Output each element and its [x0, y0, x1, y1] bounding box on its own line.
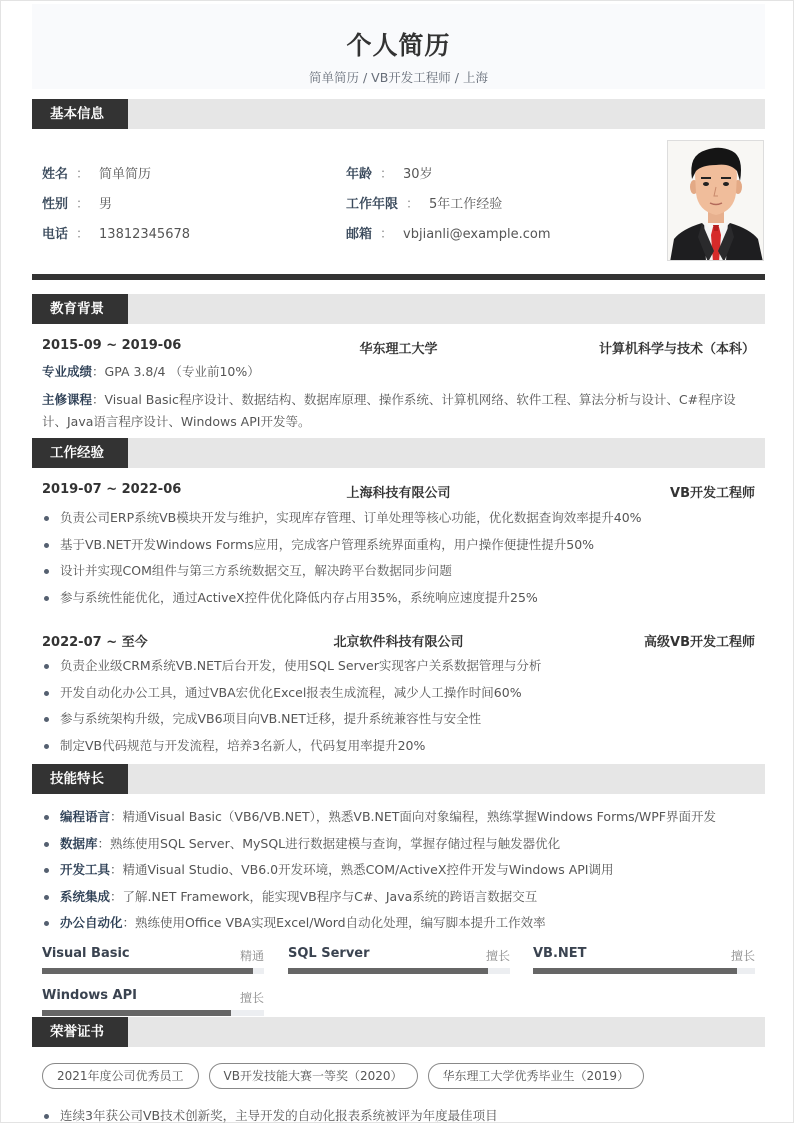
- list-item: 负责公司ERP系统VB模块开发与维护，实现库存管理、订单处理等核心功能，优化数据查询效率提升40%: [42, 509, 755, 536]
- education-school: 华东理工大学: [359, 342, 438, 357]
- section-divider: [32, 274, 765, 280]
- work-company: 北京软件科技有限公司: [333, 635, 464, 650]
- skill-name: VB.NET: [533, 946, 587, 961]
- work-period: 2022-07 ~ 至今: [42, 635, 148, 650]
- skill-track: [288, 968, 510, 974]
- skill-bar-windows-api: [42, 988, 264, 1020]
- info-age: 年龄 ： 30岁: [346, 167, 433, 182]
- gpa-label: 专业成绩: [42, 364, 93, 379]
- skill-bar-sql-server: [288, 946, 510, 978]
- skill-bar-vbnet: [533, 946, 755, 978]
- skill-fill: [533, 968, 737, 974]
- info-value: 简单简历: [99, 167, 152, 182]
- skill-name: SQL Server: [288, 946, 370, 961]
- section-title: 荣誉证书: [32, 1017, 128, 1047]
- info-label: 邮箱: [346, 227, 373, 242]
- skill-track: [533, 968, 755, 974]
- info-gender: 性别 ： 男: [42, 197, 113, 212]
- section-title: 技能特长: [32, 764, 128, 794]
- skill-level: 擅长: [239, 991, 264, 1005]
- education-major: 计算机科学与技术（本科）: [598, 342, 755, 357]
- work-row-1: [42, 482, 755, 500]
- education-courses: [42, 389, 755, 433]
- info-value: vbjianli@example.com: [403, 227, 551, 242]
- work-bullets-2: [42, 657, 755, 763]
- info-years: 工作年限 ： 5年工作经验: [346, 197, 503, 212]
- section-title: 教育背景: [32, 294, 128, 324]
- work-row-2: [42, 631, 755, 649]
- section-header-honors: [32, 1017, 765, 1047]
- section-title: 基本信息: [32, 99, 128, 129]
- skill-level: 擅长: [485, 949, 510, 963]
- honor-tag: 2021年度公司优秀员工: [42, 1063, 199, 1089]
- work-period: 2019-07 ~ 2022-06: [42, 482, 182, 497]
- skill-name: Visual Basic: [42, 946, 130, 961]
- skill-track: [42, 1010, 264, 1016]
- info-value: 30岁: [403, 167, 433, 182]
- resume-header: [32, 4, 765, 89]
- honor-bullets: [42, 1107, 755, 1123]
- skill-level: 擅长: [730, 949, 755, 963]
- courses-value: ：Visual Basic程序设计、数据结构、数据库原理、操作系统、计算机网络、软件工程、算法分析与设计、C#程序设计、Java语言程序设计、Windows API开发等。: [42, 392, 736, 429]
- info-value: 5年工作经验: [429, 197, 503, 212]
- list-item: 开发自动化办公工具，通过VBA宏优化Excel报表生成流程，减少人工操作时间60%: [42, 684, 755, 711]
- list-item: 基于VB.NET开发Windows Forms应用，完成客户管理系统界面重构，用户操作便捷性提升50%: [42, 536, 755, 563]
- info-label: 电话: [42, 227, 69, 242]
- list-item: 参与系统性能优化，通过ActiveX控件优化降低内存占用35%，系统响应速度提升25%: [42, 589, 755, 616]
- page-subtitle: 简单简历 / VB开发工程师 / 上海: [309, 70, 488, 85]
- skill-level: 精通: [239, 949, 264, 963]
- education-gpa: [42, 361, 755, 383]
- info-value: 男: [99, 197, 113, 212]
- section-header-education: [32, 294, 765, 324]
- list-item: 制定VB代码规范与开发流程，培养3名新人，代码复用率提升20%: [42, 737, 755, 764]
- education-period: 2015-09 ~ 2019-06: [42, 338, 182, 353]
- courses-label: 主修课程: [42, 392, 93, 407]
- info-label: 工作年限: [346, 197, 399, 212]
- skill-fill: [42, 1010, 231, 1016]
- skill-bar-visual-basic: [42, 946, 264, 978]
- info-label: 性别: [42, 197, 69, 212]
- list-item: 数据库：熟练使用SQL Server、MySQL进行数据建模与查询，掌握存储过程与触发器优化: [42, 835, 755, 862]
- list-item: 设计并实现COM组件与第三方系统数据交互，解决跨平台数据同步问题: [42, 562, 755, 589]
- info-phone: 电话 ： 13812345678: [42, 227, 191, 242]
- section-header-work: [32, 438, 765, 468]
- skill-fill: [288, 968, 488, 974]
- work-company: 上海科技有限公司: [346, 486, 451, 501]
- list-item: 办公自动化：熟练使用Office VBA实现Excel/Word自动化处理，编写脚本提升工作效率: [42, 914, 755, 941]
- section-header-skills: [32, 764, 765, 794]
- profile-photo: [667, 140, 764, 261]
- avatar-icon: [668, 141, 764, 261]
- skill-track: [42, 968, 264, 974]
- info-label: 姓名: [42, 167, 69, 182]
- work-title: VB开发工程师: [670, 486, 755, 501]
- info-email: 邮箱 ： vbjianli@example.com: [346, 227, 551, 242]
- list-item: 开发工具：精通Visual Studio、VB6.0开发环境，熟悉COM/ActiveX控件开发与Windows API调用: [42, 861, 755, 888]
- list-item: 连续3年获公司VB技术创新奖，主导开发的自动化报表系统被评为年度最佳项目: [42, 1107, 755, 1123]
- skills-bullets: [42, 808, 755, 941]
- honor-tag: 华东理工大学优秀毕业生（2019）: [428, 1063, 645, 1089]
- page-title: 个人简历: [346, 31, 451, 60]
- honor-tags: [42, 1063, 644, 1089]
- list-item: 编程语言：精通Visual Basic（VB6/VB.NET），熟悉VB.NET面向对象编程，熟练掌握Windows Forms/WPF界面开发: [42, 808, 755, 835]
- section-title: 工作经验: [32, 438, 128, 468]
- work-bullets-1: [42, 509, 755, 615]
- list-item: 负责企业级CRM系统VB.NET后台开发，使用SQL Server实现客户关系数据管理与分析: [42, 657, 755, 684]
- gpa-value: ：GPA 3.8/4 （专业前10%）: [92, 364, 260, 379]
- info-label: 年龄: [346, 167, 373, 182]
- skill-fill: [42, 968, 253, 974]
- honor-tag: VB开发技能大赛一等奖（2020）: [209, 1063, 418, 1089]
- info-name: 姓名 ： 简单简历: [42, 167, 152, 182]
- skill-name: Windows API: [42, 988, 137, 1003]
- list-item: 系统集成：了解.NET Framework，能实现VB程序与C#、Java系统的跨语言数据交互: [42, 888, 755, 915]
- education-row: [42, 338, 755, 356]
- info-value: 13812345678: [99, 227, 191, 242]
- list-item: 参与系统架构升级，完成VB6项目向VB.NET迁移，提升系统兼容性与安全性: [42, 710, 755, 737]
- section-header-basic: [32, 99, 765, 129]
- work-title: 高级VB开发工程师: [644, 635, 755, 650]
